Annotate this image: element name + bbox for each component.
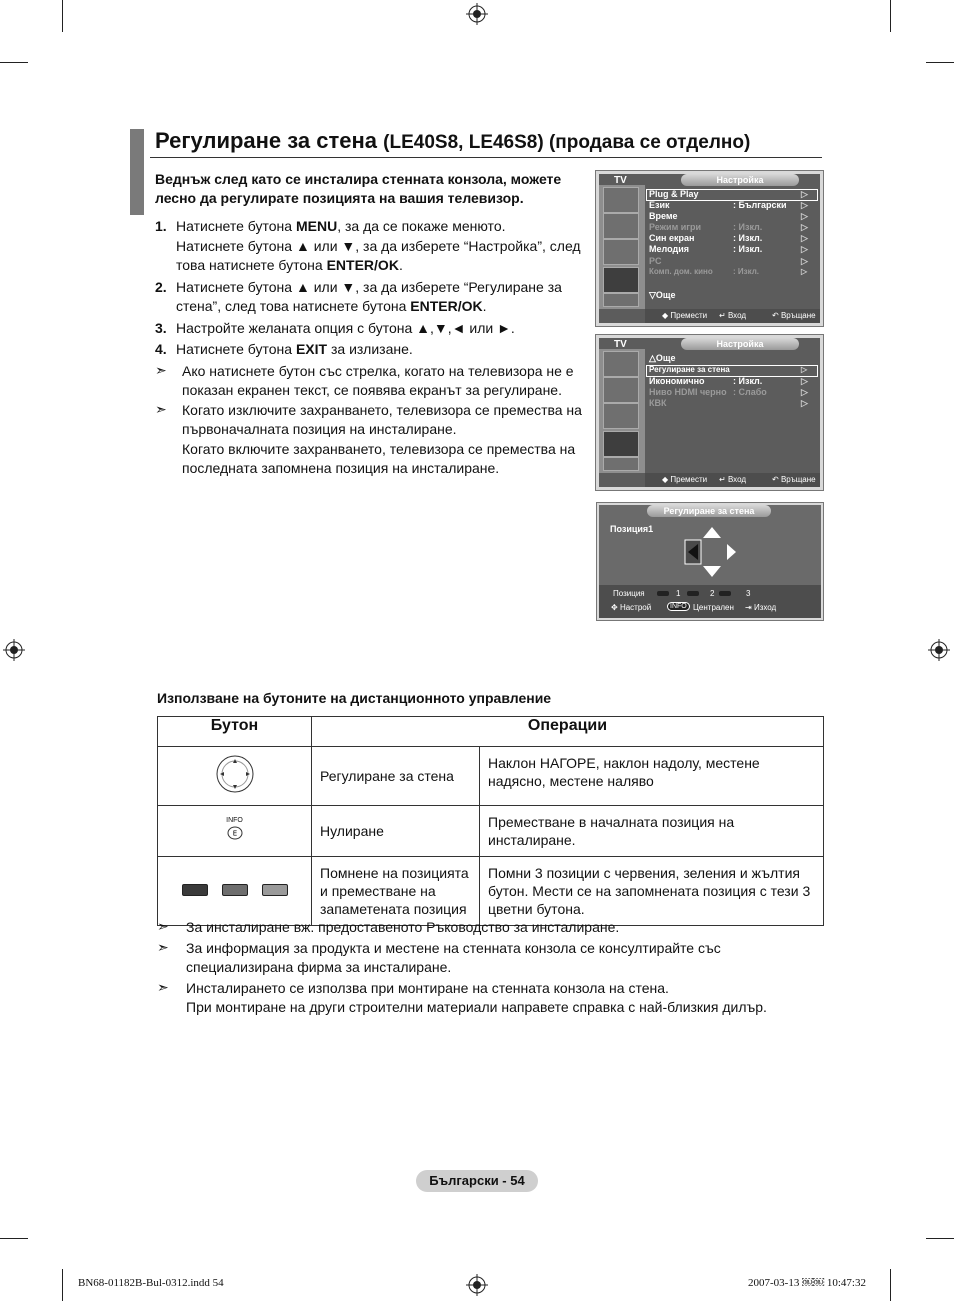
- operation-desc: Преместване в началната позиция на инсталиране.: [480, 806, 824, 857]
- position-slot[interactable]: [719, 591, 731, 596]
- note-text: Когато изключите захранването, телевизора се премества на първоначалната позиция на инсталиране.: [182, 401, 582, 437]
- osd-header: Настройка: [681, 338, 799, 350]
- info-button-label: INFO: [226, 817, 243, 824]
- step-number: 1.: [155, 218, 167, 234]
- osd-setup-menu-2: [595, 334, 824, 491]
- intro-text: Веднъж след като се инсталира стенната конзола, можете лесно да регулирате позицията на вашия телевизор.: [155, 171, 562, 206]
- button-image-cell: [158, 857, 312, 926]
- osd-more[interactable]: △Още: [649, 353, 676, 363]
- col-ops-header: Операции: [312, 717, 824, 747]
- note-item: [155, 401, 585, 479]
- note-arrow-icon: ➣: [157, 918, 169, 934]
- osd-row[interactable]: Език : Български ▷: [649, 200, 808, 210]
- crop-mark: [890, 1269, 891, 1301]
- osd-footer-move: ◆ Премести: [662, 311, 708, 320]
- osd-footer-back: ↶ Връщане: [772, 311, 816, 320]
- osd-setup-menu-1: [595, 170, 824, 327]
- operation-name: Регулиране за стена: [312, 747, 480, 806]
- button-image-cell: [158, 747, 312, 806]
- remote-buttons-table: [157, 716, 824, 926]
- step-4: [155, 340, 585, 360]
- osd-row[interactable]: КВК ▷: [649, 398, 808, 408]
- setup-gear-icon: [603, 267, 639, 293]
- note-arrow-icon: ➣: [155, 400, 167, 417]
- crop-mark: [62, 1269, 63, 1301]
- osd-row[interactable]: Комп. дом. кино : Изкл. ▷: [649, 267, 808, 276]
- setup-gear-icon: [603, 431, 639, 457]
- step-text: .: [482, 298, 487, 314]
- step-text: Натиснете бутона: [176, 341, 296, 357]
- sound-icon: [603, 213, 639, 239]
- note-text: При монтиране на други строителни материали направете справка с най-близкия дилър.: [186, 999, 767, 1015]
- print-timestamp: 2007-03-13 ￼￼ 10:47:32: [748, 1277, 866, 1289]
- osd-tv-label: TV: [614, 175, 627, 186]
- osd-wall-mount: [596, 502, 824, 621]
- osd-footer-adjust: ✥ Настрой: [611, 603, 652, 612]
- title-divider: [150, 157, 822, 158]
- print-file-info: BN68-01182B-Bul-0312.indd 54: [78, 1277, 224, 1289]
- table-row: [158, 747, 824, 806]
- crop-mark: [62, 0, 63, 32]
- input-icon: [603, 293, 639, 307]
- button-image-cell: [158, 806, 312, 857]
- osd-row[interactable]: Ниво HDMI черно : Слабо ▷: [649, 387, 808, 397]
- registration-mark-icon: [466, 1274, 488, 1296]
- position-slot[interactable]: [657, 591, 669, 596]
- step-text: Натиснете бутона ▲ или ▼, за да изберете “Настройка”, след това натиснете бутона: [176, 237, 581, 273]
- osd-position-number: 2: [710, 589, 715, 598]
- step-number: 2.: [155, 278, 167, 295]
- note-text: За информация за продукта и местене на стенната конзола се консултирайте със специализирана фирма за инсталиране.: [186, 939, 721, 975]
- osd-header: Регулиране за стена: [647, 505, 771, 517]
- osd-header: Настройка: [681, 174, 799, 186]
- osd-position-label: Позиция1: [610, 524, 654, 534]
- crop-mark: [0, 1238, 28, 1239]
- title-sub: (LE40S8, LE46S8) (продава се отделно): [383, 132, 751, 153]
- osd-row[interactable]: Мелодия : Изкл. ▷: [649, 244, 808, 254]
- green-button-icon: [222, 884, 248, 896]
- registration-mark-icon: [3, 639, 25, 661]
- osd-footer-enter: ↵ Вход: [719, 311, 747, 320]
- info-badge: INFO: [667, 602, 690, 611]
- crop-mark: [890, 0, 891, 32]
- operation-desc: Помни 3 позиции с червения, зеления и жълтия бутон. Мести се на запомнената позиция с тези 3 цветни бутона.: [480, 857, 824, 926]
- channel-icon: [603, 403, 639, 429]
- crop-mark: [926, 62, 954, 63]
- osd-footer-back: ↶ Връщане: [772, 475, 816, 484]
- osd-row[interactable]: Plug & Play ▷: [649, 189, 808, 199]
- table-row: [158, 857, 824, 926]
- crop-mark: [0, 62, 28, 63]
- yellow-button-icon: [262, 884, 288, 896]
- note-item: [157, 979, 817, 1018]
- osd-tv-label: TV: [614, 339, 627, 350]
- note-arrow-icon: ➣: [157, 938, 169, 955]
- osd-position-number: 3: [746, 589, 751, 598]
- osd-row[interactable]: PC ▷: [649, 256, 808, 266]
- step-number: 4.: [155, 341, 167, 357]
- operation-desc: Наклон НАГОРЕ, наклон надолу, местене надясно, местене наляво: [480, 747, 824, 806]
- osd-row[interactable]: Икономично : Изкл. ▷: [649, 376, 808, 386]
- note-item: [157, 918, 817, 938]
- osd-position-caption: Позиция: [613, 589, 645, 598]
- note-item: [157, 939, 817, 978]
- picture-icon: [603, 187, 639, 213]
- key-name: ENTER/OK: [410, 298, 483, 314]
- osd-position-number: 1: [676, 589, 681, 598]
- note-text: Когато включите захранването, телевизора се премества на последната запомнена позиция на инсталиране.: [182, 440, 576, 476]
- step-2: [155, 278, 585, 317]
- input-icon: [603, 457, 639, 471]
- step-text: Настройте желаната опция с бутона ▲,▼,◄ или ►.: [176, 319, 515, 336]
- table-header-row: [158, 717, 824, 747]
- osd-row[interactable]: Режим игри : Изкл. ▷: [649, 222, 808, 232]
- note-arrow-icon: ➣: [155, 361, 167, 378]
- note-text: Инсталирането се използва при монтиране на стенната конзола на стена.: [186, 979, 669, 996]
- svg-text:E: E: [232, 829, 237, 838]
- note-text: Ако натиснете бутон със стрелка, когато на телевизора не е показан екранен текст, се появява екранът за регулиране.: [182, 362, 574, 398]
- note-text: За инсталиране вж. предоставеното Ръководство за инсталиране.: [186, 919, 620, 935]
- osd-footer-exit: ⇥ Изход: [745, 603, 777, 612]
- step-number: 3.: [155, 319, 167, 336]
- step-3: [155, 319, 585, 339]
- steps-list: [155, 217, 585, 479]
- note-item: [155, 362, 585, 401]
- direction-pad-icon: [215, 754, 255, 794]
- title-accent-bar: [130, 129, 144, 215]
- bottom-notes: [157, 918, 817, 1019]
- table-row: [158, 806, 824, 857]
- step-text: , за да се покаже менюто.: [337, 218, 506, 234]
- key-name: EXIT: [295, 341, 328, 357]
- operation-name: Помнене на позицията и преместване на запаметената позиция: [312, 857, 480, 926]
- step-text: .: [398, 257, 403, 273]
- picture-icon: [603, 351, 639, 377]
- crop-mark: [926, 1238, 954, 1239]
- registration-mark-icon: [466, 3, 488, 25]
- osd-row[interactable]: Регулиране за стена ▷: [649, 365, 808, 374]
- key-name: ENTER/OK: [326, 257, 399, 273]
- info-button-icon: [224, 825, 246, 841]
- step-1: [155, 217, 585, 276]
- page-number-badge: Български - 54: [416, 1170, 538, 1192]
- osd-footer-move: ◆ Премести: [662, 475, 708, 484]
- osd-footer-enter: ↵ Вход: [719, 475, 747, 484]
- osd-row[interactable]: Време ▷: [649, 211, 808, 221]
- page-title: [155, 128, 750, 154]
- direction-arrows-icon[interactable]: [684, 525, 740, 579]
- step-text: Натиснете бутона ▲ или ▼, за да изберете “Регулиране за стена”, след това натиснете бутона: [176, 278, 562, 314]
- registration-mark-icon: [928, 639, 950, 661]
- osd-row[interactable]: Син екран : Изкл. ▷: [649, 233, 808, 243]
- note-arrow-icon: ➣: [157, 978, 169, 995]
- red-button-icon: [182, 884, 208, 896]
- channel-icon: [603, 239, 639, 265]
- osd-more[interactable]: ▽Още: [649, 290, 676, 300]
- col-button-header: Бутон: [158, 717, 312, 747]
- operation-name: Нулиране: [312, 806, 480, 857]
- title-main: Регулиране за стена: [155, 128, 378, 153]
- position-slot[interactable]: [687, 591, 699, 596]
- key-name: MENU: [295, 218, 338, 234]
- step-text: за излизане.: [327, 341, 413, 357]
- osd-footer-center: Централен: [693, 603, 734, 612]
- step-text: Натиснете бутона: [176, 218, 296, 234]
- table-caption: Използване на бутоните на дистанционното управление: [157, 690, 552, 706]
- sound-icon: [603, 377, 639, 403]
